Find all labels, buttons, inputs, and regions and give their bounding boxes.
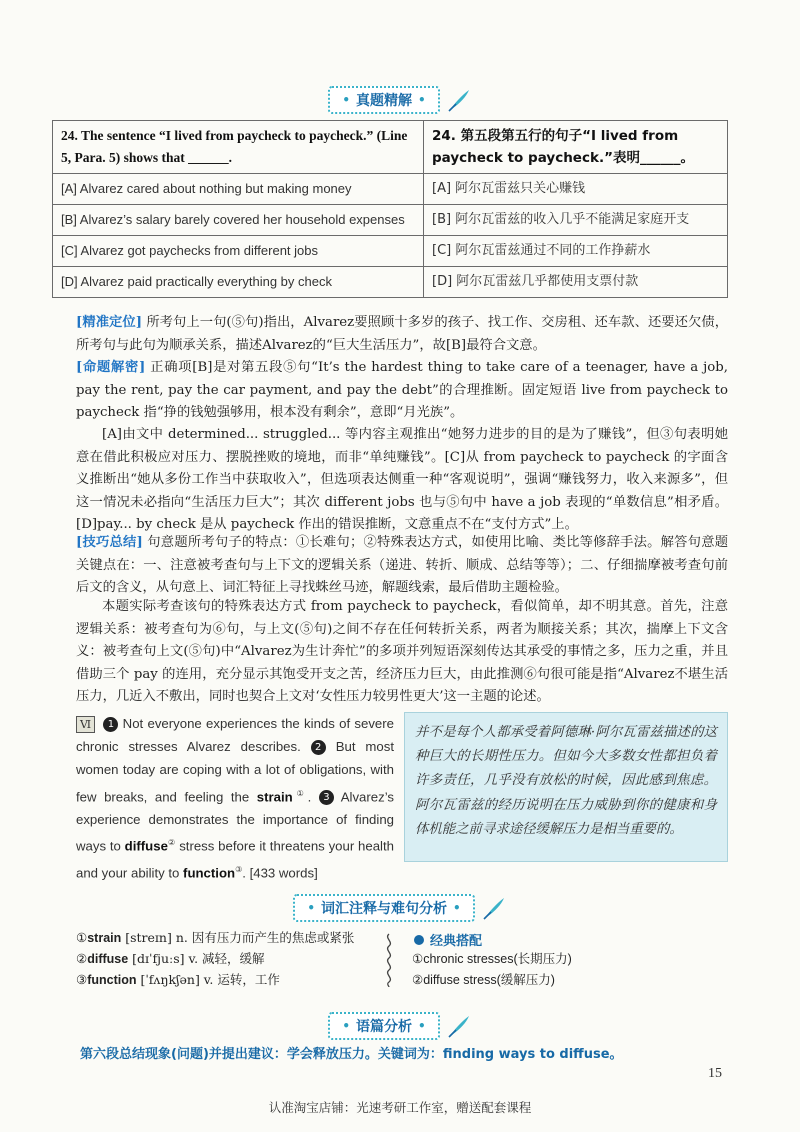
vocab-item	[76, 970, 280, 991]
vocab-headword: function	[87, 973, 137, 987]
analysis-locate-text: 所考句上一句(⑤句)指出，Alvarez要照顾十多岁的孩子、找工作、交房租、还车款、还要还欠债，所考句与此句为顺承关系，描述Alvarez的“巨大生活压力”，故[B]最符合文意。	[76, 315, 728, 353]
section-banner-vocab	[262, 894, 538, 922]
option-cn: [B] 阿尔瓦雷兹的收入几乎不能满足家庭开支	[424, 205, 728, 236]
vocab-definition: [ˈfʌŋkʃən] v. 运转，工作	[136, 972, 280, 987]
bullet-icon	[414, 935, 424, 945]
vocab-marker: ①	[292, 788, 308, 798]
collocation-item	[412, 970, 555, 991]
option-en: [C] Alvarez got paychecks from different jobs	[53, 236, 424, 267]
analysis-skill	[76, 532, 728, 600]
paragraph-number: Ⅵ	[76, 716, 95, 733]
banner-pill: • 真题精解 •	[328, 86, 439, 114]
vocab-number: ②	[76, 951, 88, 966]
option-row-a	[53, 174, 728, 205]
tag-locate: [精准定位]	[76, 315, 143, 330]
vocab-item	[76, 928, 354, 949]
sentence-3a: Alvarez’s experience demonstrates the importance of finding ways to	[76, 789, 394, 854]
vocab-word: strain	[256, 789, 293, 804]
vocab-headword: strain	[87, 931, 122, 945]
banner-title: 语篇分析	[356, 1019, 412, 1035]
sentence-2b: .	[307, 789, 312, 804]
translation-box	[404, 712, 728, 862]
sentence-3b: stress before it threatens your health and your ability to	[76, 838, 394, 881]
banner-title: 词汇注释与难句分析	[321, 901, 447, 917]
passage-paragraph-6	[76, 712, 394, 885]
sentence-number: 2	[311, 740, 326, 755]
analysis-wrong-text: [A]由文中 determined... struggled... 等内容主观推出“她努力进步的目的是为了赚钱”，但③句表明她意在借此积极应对压力、摆脱挫败的境地，而非“单纯赚钱”。[C]从 from paycheck to paycheck 的字面含义推断出“她从多份工作当中获取收入”，但选项表达侧重一种“客观说明”，强调“赚钱努力，收入来源多”，但这一情况未必指向“生活压力巨大”；其次 different jobs 也与⑤句中 have a job 表现的“单数信息”相矛盾。[D]pay... by check 是从 paycheck 作出的错误推断，文意重点不在“支付方式”上。	[76, 427, 728, 532]
option-en: [B] Alvarez’s salary barely covered her household expenses	[53, 205, 424, 236]
analysis-final	[76, 596, 728, 709]
section-banner-exam-analysis	[300, 86, 500, 114]
option-row-c	[53, 236, 728, 267]
sentence-number: 3	[319, 790, 334, 805]
analysis-skill-text: 句意题所考句子的特点：①长难句；②特殊表达方式，如使用比喻、类比等修辞手法。解答句意题关键点在：一、注意被考查句与上下文的逻辑关系（递进、转折、顺成、总结等等）；二、仔细揣摩被考查句前后文的含义，从句意上、词汇特征上寻找蛛丝马迹，解题线索，最后借助主题检验。	[76, 535, 729, 595]
vocab-definition: [streɪn] n. 因有压力而产生的焦虑或紧张	[121, 930, 355, 945]
option-row-d	[53, 267, 728, 298]
analysis-decode-text: 正确项[B]是对第五段⑤句“It’s the hardest thing to take care of a teenager, have a job, pay the rent, pay the car payment, and pay the debt”的合理推断。固定短语 live from paycheck to paycheck 指“挣的钱勉强够用，根本没有剩余”，意即“月光族”。	[76, 360, 728, 420]
collocation-text: ②diffuse stress(缓解压力)	[412, 973, 555, 987]
banner-pill: • 词汇注释与难句分析 •	[293, 894, 474, 922]
banner-title: 真题精解	[356, 93, 412, 109]
question-stem-cn: 24. 第五段第五行的句子“I lived from paycheck to paycheck.”表明______。	[424, 121, 728, 174]
option-cn: [C] 阿尔瓦雷兹通过不同的工作挣薪水	[424, 236, 728, 267]
quill-icon	[446, 87, 472, 113]
option-row-b	[53, 205, 728, 236]
section-banner-discourse	[300, 1012, 500, 1040]
option-en: [D] Alvarez paid practically everything by check	[53, 267, 424, 298]
sentence-3c: .	[242, 865, 246, 881]
vocab-word: function	[183, 865, 236, 881]
vocab-definition: [dɪˈfjuːs] v. 减轻，缓解	[128, 951, 265, 966]
collocation-title: 经典搭配	[430, 934, 483, 949]
discourse-summary: 第六段总结现象(问题)并提出建议：学会释放压力。关键词为：finding ways to diffuse。	[80, 1047, 623, 1062]
analysis-final-text: 本题实际考查该句的特殊表达方式 from paycheck to paycheck，看似简单，却不明其意。首先，注意逻辑关系：被考查句为⑥句，与上文(⑤句)之间不存在任何转折关系，两者为顺接关系；其次，揣摩上下文含义：被考查句上文(⑤句)中“Alvarez为生计奔忙”的多项并列短语深刻传达其承受的事情之多，压力之重，并且借助三个 pay 的连用，充分显示其饱受开支之苦，经济压力巨大，由此推测⑥句很可能是指“Alvarez不堪生活压力，几近入不敷出，同时也契合上文对‘女性压力较男性更大’这一主题的论述。	[76, 599, 728, 704]
question-stem-row	[53, 121, 728, 174]
spiral-divider-icon	[383, 932, 395, 988]
page-number: 15	[708, 1066, 722, 1081]
vocab-marker: ②	[167, 838, 176, 848]
tag-decode: [命题解密]	[76, 360, 146, 375]
option-cn: [D] 阿尔瓦雷兹几乎都使用支票付款	[424, 267, 728, 298]
sentence-number: 1	[103, 717, 118, 732]
sentence-1: Not everyone experiences the kinds of severe chronic stresses Alvarez describes.	[76, 716, 394, 755]
vocab-number: ①	[76, 930, 88, 945]
analysis-wrong-options	[76, 424, 728, 537]
option-cn: [A] 阿尔瓦雷兹只关心赚钱	[424, 174, 728, 205]
collocation-text: ①chronic stresses(长期压力)	[412, 952, 572, 966]
analysis-decode	[76, 357, 728, 425]
collocation-heading	[414, 930, 482, 949]
vocab-headword: diffuse	[87, 952, 129, 966]
option-en: [A] Alvarez cared about nothing but making money	[53, 174, 424, 205]
analysis-locate	[76, 312, 728, 357]
question-stem-en: 24. The sentence “I lived from paycheck to paycheck.” (Line 5, Para. 5) shows that ______.	[53, 121, 424, 174]
translation-text: 并不是每个人都承受着阿德琳·阿尔瓦雷兹描述的这种巨大的长期性压力。但如今大多数女性都担负着许多责任，几乎没有放松的时候，因此感到焦虑。阿尔瓦雷兹的经历说明在压力威胁到你的健康和身体机能之前寻求途径缓解压力是相当重要的。	[415, 725, 717, 837]
tag-skill: [技巧总结]	[76, 535, 143, 550]
vocab-word: diffuse	[124, 838, 168, 854]
vocab-marker: ③	[235, 865, 243, 874]
quill-icon	[446, 1013, 472, 1039]
sentence-2a: But most women today are coping with a lot of obligations, with few breaks, and feeling the	[76, 739, 394, 804]
page-footer: 认准淘宝店铺：光速考研工作室，赠送配套课程	[268, 1100, 532, 1115]
vocab-number: ③	[76, 972, 88, 987]
vocab-item	[76, 949, 265, 970]
banner-pill: • 语篇分析 •	[328, 1012, 439, 1040]
question-table	[52, 120, 728, 298]
quill-icon	[481, 895, 507, 921]
word-count: [433 words]	[249, 865, 318, 881]
collocation-item	[412, 949, 572, 970]
